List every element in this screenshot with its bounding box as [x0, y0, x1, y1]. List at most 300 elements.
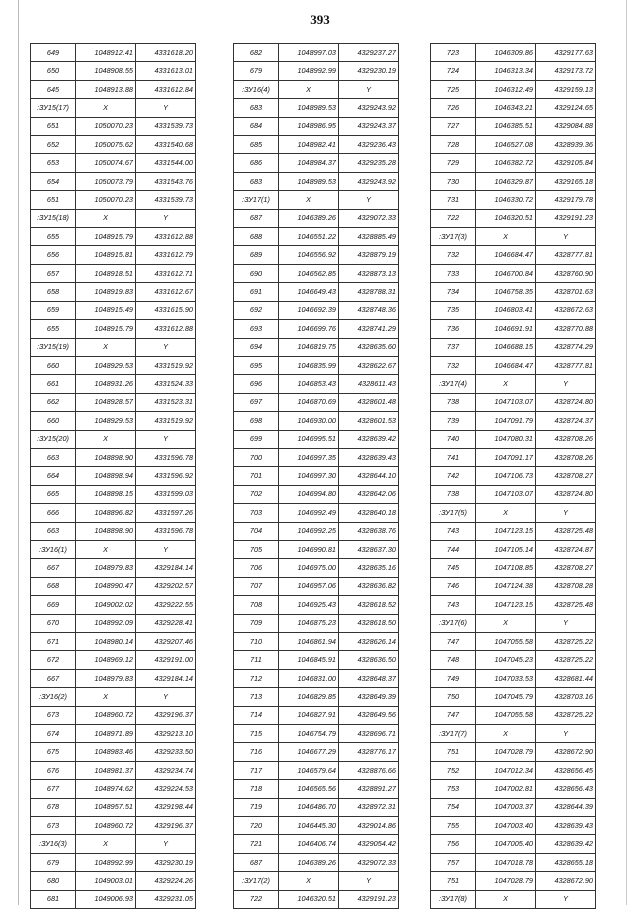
table-row: [234, 780, 399, 798]
point-number: 655: [31, 228, 76, 246]
y-coordinate: 4328618.52: [339, 596, 399, 614]
point-number: 748: [431, 651, 476, 669]
x-coordinate: 1046819.75: [279, 338, 339, 356]
point-number: 756: [431, 835, 476, 853]
point-number: 715: [234, 725, 279, 743]
table-row: [431, 117, 596, 135]
point-number: 670: [31, 614, 76, 632]
point-number: 716: [234, 743, 279, 761]
table-row: [234, 504, 399, 522]
parcel-header-row: [31, 338, 196, 356]
x-coordinate: 1046997.30: [279, 467, 339, 485]
point-number: 757: [431, 853, 476, 871]
table-row: [234, 651, 399, 669]
parcel-header-row: [431, 504, 596, 522]
y-coordinate: 4329179.78: [536, 191, 596, 209]
y-coordinate: 4328601.48: [339, 393, 399, 411]
y-coordinate: 4328638.76: [339, 522, 399, 540]
x-coordinate: 1047123.15: [476, 596, 536, 614]
point-number: 751: [431, 743, 476, 761]
y-coordinate: 4329233.50: [136, 743, 196, 761]
y-coordinate: 4328672.90: [536, 743, 596, 761]
table-row: [431, 706, 596, 724]
point-number: 730: [431, 172, 476, 190]
table-row: [31, 283, 196, 301]
table-row: [431, 62, 596, 80]
x-coordinate: 1050074.67: [76, 154, 136, 172]
table-row: [431, 412, 596, 430]
y-coordinate: 4328622.67: [339, 356, 399, 374]
point-number: 755: [431, 817, 476, 835]
y-coordinate: 4328885.49: [339, 228, 399, 246]
table-row: [234, 540, 399, 558]
y-coordinate: 4328648.37: [339, 669, 399, 687]
point-number: 732: [431, 246, 476, 264]
point-number: 733: [431, 264, 476, 282]
x-coordinate: 1047123.15: [476, 522, 536, 540]
table-row: [31, 706, 196, 724]
table-row: [234, 485, 399, 503]
x-coordinate: 1047045.79: [476, 688, 536, 706]
x-coordinate: 1046309.86: [476, 44, 536, 62]
x-coordinate: 1047105.14: [476, 540, 536, 558]
y-coordinate: 4331612.88: [136, 228, 196, 246]
table-row: [431, 393, 596, 411]
y-coordinate: 4328703.16: [536, 688, 596, 706]
x-coordinate: 1048981.37: [76, 761, 136, 779]
point-number: 673: [31, 706, 76, 724]
parcel-id: :ЗУ16(3): [31, 835, 76, 853]
x-header: X: [476, 890, 536, 908]
table-row: [234, 136, 399, 154]
table-row: [234, 890, 399, 908]
x-coordinate: 1047080.31: [476, 430, 536, 448]
table-row: [234, 209, 399, 227]
x-coordinate: 1047055.58: [476, 633, 536, 651]
point-number: 663: [31, 522, 76, 540]
point-number: 718: [234, 780, 279, 798]
parcel-header-row: [31, 540, 196, 558]
y-coordinate: 4329243.37: [339, 117, 399, 135]
table-row: [31, 44, 196, 62]
y-coordinate: 4328760.90: [536, 264, 596, 282]
page-edge-line: [626, 0, 627, 905]
y-coordinate: 4328639.42: [536, 835, 596, 853]
y-coordinate: 4331523.31: [136, 393, 196, 411]
x-coordinate: 1046527.08: [476, 136, 536, 154]
table-row: [234, 393, 399, 411]
x-coordinate: 1048898.94: [76, 467, 136, 485]
x-coordinate: 1047103.07: [476, 485, 536, 503]
parcel-header-row: [431, 228, 596, 246]
table-row: [234, 743, 399, 761]
parcel-header-row: [31, 99, 196, 117]
x-coordinate: 1048990.47: [76, 577, 136, 595]
y-coordinate: 4328873.13: [339, 264, 399, 282]
table-row: [234, 633, 399, 651]
x-header: X: [279, 80, 339, 98]
point-number: 667: [31, 669, 76, 687]
table-row: [234, 44, 399, 62]
table-row: [31, 872, 196, 890]
point-number: 719: [234, 798, 279, 816]
x-coordinate: 1046445.30: [279, 817, 339, 835]
x-coordinate: 1047045.23: [476, 651, 536, 669]
x-coordinate: 1046565.56: [279, 780, 339, 798]
x-coordinate: 1047002.81: [476, 780, 536, 798]
x-coordinate: 1046992.25: [279, 522, 339, 540]
y-coordinate: 4328724.87: [536, 540, 596, 558]
table-row: [31, 504, 196, 522]
table-row: [31, 246, 196, 264]
x-coordinate: 1046562.85: [279, 264, 339, 282]
parcel-header-row: [31, 688, 196, 706]
point-number: 688: [234, 228, 279, 246]
y-coordinate: 4328639.43: [339, 448, 399, 466]
parcel-id: :ЗУ17(6): [431, 614, 476, 632]
y-coordinate: 4331612.88: [136, 320, 196, 338]
y-coordinate: 4329213.10: [136, 725, 196, 743]
point-number: 735: [431, 301, 476, 319]
y-header: Y: [536, 504, 596, 522]
table-row: [31, 577, 196, 595]
table-row: [234, 614, 399, 632]
x-coordinate: 1050075.62: [76, 136, 136, 154]
point-number: 746: [431, 577, 476, 595]
y-coordinate: 4329105.84: [536, 154, 596, 172]
y-coordinate: 4329207.46: [136, 633, 196, 651]
y-coordinate: 4331539.73: [136, 117, 196, 135]
y-coordinate: 4331612.71: [136, 264, 196, 282]
y-coordinate: 4329224.53: [136, 780, 196, 798]
point-number: 687: [234, 209, 279, 227]
table-row: [31, 743, 196, 761]
parcel-id: :ЗУ15(20): [31, 430, 76, 448]
y-coordinate: 4329230.19: [136, 853, 196, 871]
point-number: 712: [234, 669, 279, 687]
x-coordinate: 1050073.79: [76, 172, 136, 190]
point-number: 664: [31, 467, 76, 485]
parcel-header-row: [234, 191, 399, 209]
y-coordinate: 4328876.66: [339, 761, 399, 779]
y-coordinate: 4329014.86: [339, 817, 399, 835]
x-coordinate: 1047091.17: [476, 448, 536, 466]
y-coordinate: 4329177.63: [536, 44, 596, 62]
table-row: [431, 136, 596, 154]
parcel-id: :ЗУ16(1): [31, 540, 76, 558]
y-coordinate: 4328637.30: [339, 540, 399, 558]
point-number: 721: [234, 835, 279, 853]
point-number: 686: [234, 154, 279, 172]
y-coordinate: 4328891.27: [339, 780, 399, 798]
table-row: [31, 817, 196, 835]
table-row: [234, 853, 399, 871]
x-coordinate: 1048997.03: [279, 44, 339, 62]
table-row: [431, 872, 596, 890]
table-row: [31, 117, 196, 135]
table-row: [431, 448, 596, 466]
y-header: Y: [536, 614, 596, 632]
table-row: [234, 688, 399, 706]
point-number: 696: [234, 375, 279, 393]
table-row: [234, 522, 399, 540]
table-row: [431, 485, 596, 503]
table-row: [31, 596, 196, 614]
y-coordinate: 4329202.57: [136, 577, 196, 595]
y-coordinate: 4328725.48: [536, 596, 596, 614]
point-number: 660: [31, 412, 76, 430]
page-number: 393: [310, 12, 330, 27]
y-coordinate: 4331596.92: [136, 467, 196, 485]
table-row: [431, 99, 596, 117]
x-header: X: [476, 504, 536, 522]
table-row: [31, 725, 196, 743]
table-row: [31, 80, 196, 98]
x-coordinate: 1046875.23: [279, 614, 339, 632]
table-row: [234, 761, 399, 779]
y-coordinate: 4329224.26: [136, 872, 196, 890]
y-coordinate: 4328776.17: [339, 743, 399, 761]
x-coordinate: 1047028.79: [476, 743, 536, 761]
table-row: [431, 853, 596, 871]
point-number: 656: [31, 246, 76, 264]
point-number: 658: [31, 283, 76, 301]
x-coordinate: 1046382.72: [476, 154, 536, 172]
y-coordinate: 4329072.33: [339, 209, 399, 227]
coordinates-table-column-2: [233, 43, 399, 909]
point-number: 665: [31, 485, 76, 503]
point-number: 661: [31, 375, 76, 393]
x-coordinate: 1048898.15: [76, 485, 136, 503]
y-coordinate: 4329191.23: [339, 890, 399, 908]
y-coordinate: 4331596.78: [136, 522, 196, 540]
x-header: X: [76, 540, 136, 558]
point-number: 679: [31, 853, 76, 871]
table-row: [431, 688, 596, 706]
x-coordinate: 1046677.29: [279, 743, 339, 761]
point-number: 710: [234, 633, 279, 651]
point-number: 680: [31, 872, 76, 890]
y-header: Y: [136, 835, 196, 853]
point-number: 666: [31, 504, 76, 522]
table-row: [31, 154, 196, 172]
x-coordinate: 1048960.72: [76, 817, 136, 835]
x-coordinate: 1048971.89: [76, 725, 136, 743]
point-number: 683: [234, 99, 279, 117]
x-header: X: [476, 228, 536, 246]
y-coordinate: 4328724.37: [536, 412, 596, 430]
table-row: [431, 246, 596, 264]
table-row: [31, 853, 196, 871]
y-coordinate: 4328635.60: [339, 338, 399, 356]
x-coordinate: 1047003.37: [476, 798, 536, 816]
point-number: 654: [31, 172, 76, 190]
table-row: [431, 301, 596, 319]
y-coordinate: 4328640.18: [339, 504, 399, 522]
x-coordinate: 1048983.46: [76, 743, 136, 761]
table-row: [431, 283, 596, 301]
y-coordinate: 4329184.14: [136, 669, 196, 687]
x-coordinate: 1046831.00: [279, 669, 339, 687]
y-coordinate: 4328788.31: [339, 283, 399, 301]
point-number: 687: [234, 853, 279, 871]
point-number: 726: [431, 99, 476, 117]
x-coordinate: 1048979.83: [76, 669, 136, 687]
table-row: [234, 301, 399, 319]
x-coordinate: 1046551.22: [279, 228, 339, 246]
point-number: 655: [31, 320, 76, 338]
x-coordinate: 1049003.01: [76, 872, 136, 890]
point-number: 754: [431, 798, 476, 816]
point-number: 738: [431, 393, 476, 411]
table-row: [234, 817, 399, 835]
table-row: [31, 375, 196, 393]
y-coordinate: 4329234.74: [136, 761, 196, 779]
table-row: [431, 44, 596, 62]
y-coordinate: 4328636.82: [339, 577, 399, 595]
x-coordinate: 1047103.07: [476, 393, 536, 411]
y-coordinate: 4329165.18: [536, 172, 596, 190]
y-header: Y: [136, 209, 196, 227]
table-row: [31, 228, 196, 246]
point-number: 685: [234, 136, 279, 154]
y-coordinate: 4328748.36: [339, 301, 399, 319]
point-number: 698: [234, 412, 279, 430]
point-number: 706: [234, 559, 279, 577]
x-coordinate: 1046990.81: [279, 540, 339, 558]
table-row: [431, 761, 596, 779]
point-number: 645: [31, 80, 76, 98]
y-coordinate: 4329159.13: [536, 80, 596, 98]
y-coordinate: 4328708.27: [536, 559, 596, 577]
x-coordinate: 1048915.79: [76, 228, 136, 246]
point-number: 693: [234, 320, 279, 338]
point-number: 717: [234, 761, 279, 779]
point-number: 744: [431, 540, 476, 558]
parcel-header-row: [431, 375, 596, 393]
y-coordinate: 4329230.19: [339, 62, 399, 80]
table-row: [234, 338, 399, 356]
y-coordinate: 4331612.79: [136, 246, 196, 264]
point-number: 662: [31, 393, 76, 411]
y-coordinate: 4328681.44: [536, 669, 596, 687]
x-coordinate: 1046925.43: [279, 596, 339, 614]
y-coordinate: 4328644.10: [339, 467, 399, 485]
table-row: [431, 430, 596, 448]
point-number: 729: [431, 154, 476, 172]
y-coordinate: 4331544.00: [136, 154, 196, 172]
x-coordinate: 1046992.49: [279, 504, 339, 522]
point-number: 669: [31, 596, 76, 614]
table-row: [431, 209, 596, 227]
table-row: [31, 320, 196, 338]
table-row: [31, 780, 196, 798]
point-number: 684: [234, 117, 279, 135]
table-row: [431, 559, 596, 577]
y-coordinate: 4331524.33: [136, 375, 196, 393]
point-number: 714: [234, 706, 279, 724]
table-row: [234, 99, 399, 117]
table-row: [234, 669, 399, 687]
y-coordinate: 4331543.76: [136, 172, 196, 190]
x-header: X: [76, 99, 136, 117]
point-number: 652: [31, 136, 76, 154]
y-header: Y: [536, 228, 596, 246]
point-number: 651: [31, 191, 76, 209]
y-coordinate: 4328725.48: [536, 522, 596, 540]
table-row: [31, 448, 196, 466]
point-number: 747: [431, 706, 476, 724]
table-row: [31, 301, 196, 319]
parcel-header-row: [234, 872, 399, 890]
point-number: 705: [234, 540, 279, 558]
x-header: X: [476, 725, 536, 743]
x-coordinate: 1047003.40: [476, 817, 536, 835]
y-coordinate: 4329196.37: [136, 817, 196, 835]
point-number: 699: [234, 430, 279, 448]
x-header: X: [76, 835, 136, 853]
x-coordinate: 1048957.51: [76, 798, 136, 816]
y-coordinate: 4329243.92: [339, 99, 399, 117]
table-row: [31, 890, 196, 908]
point-number: 750: [431, 688, 476, 706]
table-row: [234, 577, 399, 595]
point-number: 737: [431, 338, 476, 356]
y-header: Y: [536, 375, 596, 393]
y-coordinate: 4328701.63: [536, 283, 596, 301]
x-coordinate: 1046320.51: [476, 209, 536, 227]
table-row: [431, 338, 596, 356]
x-coordinate: 1046957.06: [279, 577, 339, 595]
x-coordinate: 1048915.49: [76, 301, 136, 319]
y-coordinate: 4331596.78: [136, 448, 196, 466]
point-number: 668: [31, 577, 76, 595]
coordinates-table-column-3: [430, 43, 596, 909]
table-row: [234, 283, 399, 301]
table-row: [431, 264, 596, 282]
point-number: 659: [31, 301, 76, 319]
table-row: [31, 559, 196, 577]
x-coordinate: 1047033.53: [476, 669, 536, 687]
y-coordinate: 4328639.42: [339, 430, 399, 448]
point-number: 653: [31, 154, 76, 172]
x-coordinate: 1048912.41: [76, 44, 136, 62]
x-coordinate: 1047018.78: [476, 853, 536, 871]
x-coordinate: 1046320.51: [279, 890, 339, 908]
x-coordinate: 1048974.62: [76, 780, 136, 798]
y-coordinate: 4328972.31: [339, 798, 399, 816]
x-coordinate: 1048984.37: [279, 154, 339, 172]
point-number: 700: [234, 448, 279, 466]
y-header: Y: [339, 80, 399, 98]
y-coordinate: 4328725.22: [536, 633, 596, 651]
x-coordinate: 1046870.69: [279, 393, 339, 411]
y-coordinate: 4328708.26: [536, 430, 596, 448]
x-header: X: [279, 872, 339, 890]
point-number: 753: [431, 780, 476, 798]
point-number: 751: [431, 872, 476, 890]
point-number: 727: [431, 117, 476, 135]
point-number: 651: [31, 117, 76, 135]
x-coordinate: 1048929.53: [76, 412, 136, 430]
x-coordinate: 1046343.21: [476, 99, 536, 117]
point-number: 739: [431, 412, 476, 430]
y-coordinate: 4331612.84: [136, 80, 196, 98]
table-row: [431, 467, 596, 485]
y-coordinate: 4328656.43: [536, 780, 596, 798]
y-header: Y: [136, 688, 196, 706]
table-row: [234, 246, 399, 264]
